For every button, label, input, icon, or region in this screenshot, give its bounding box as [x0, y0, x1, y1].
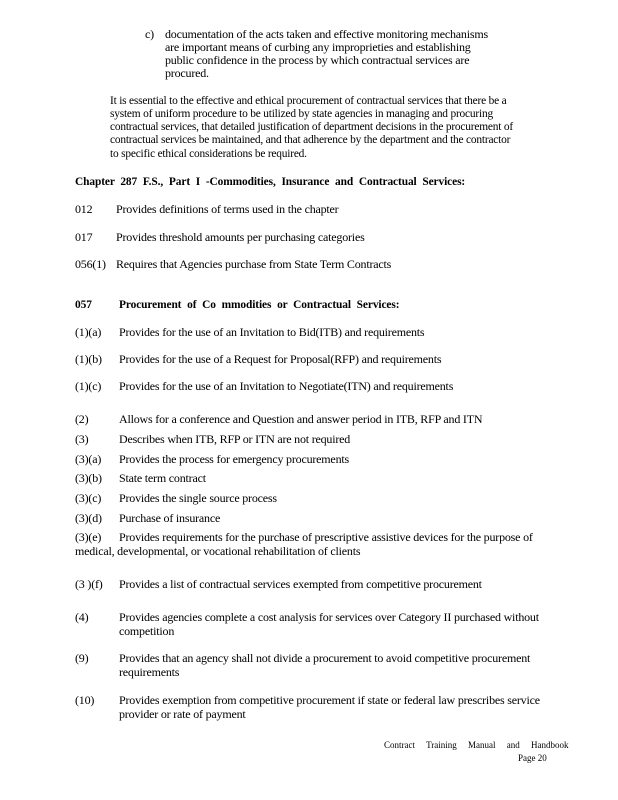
item-code: (9) — [75, 651, 89, 665]
paragraph-line-1: It is essential to the effective and ethical procurement of contractual services that there be a — [110, 95, 507, 107]
item-code: (3)(d) — [75, 511, 102, 525]
item-text: Provides the single source process — [119, 491, 277, 505]
paragraph-line-3: contractual services, that detailed justification of department decisions in the procurement of — [110, 121, 513, 133]
item-code: 012 — [75, 202, 93, 216]
list-marker: c) — [145, 27, 154, 41]
item-text: Provides that an agency shall not divide a procurement to avoid competitive procurement — [119, 651, 531, 665]
chapter-heading: Chapter 287 F.S., Part I -Commodities, Insurance and Contractual Services: — [75, 176, 466, 188]
item-text: Provides for the use of an Invitation to Bid(ITB) and requirements — [119, 325, 425, 339]
item-text: Provides a list of contractual services exempted from competitive procurement — [119, 577, 482, 591]
item-code: 017 — [75, 230, 93, 244]
paragraph-line-4: contractual services be maintained, and that adherence by the department and the contractor — [110, 134, 511, 146]
item-code: (10) — [75, 693, 95, 707]
item-text: Describes when ITB, RFP or ITN are not required — [119, 432, 351, 446]
item-code: (3)(a) — [75, 452, 102, 466]
item-text: Allows for a conference and Question and answer period in ITB, RFP and ITN — [119, 412, 483, 426]
item-code: (1)(a) — [75, 325, 102, 339]
item-text: Provides threshold amounts per purchasing categories — [116, 230, 365, 244]
item-code: (4) — [75, 610, 89, 624]
item-text: Purchase of insurance — [119, 511, 221, 525]
item-text: Provides agencies complete a cost analysis for services over Category II purchased without — [119, 610, 539, 624]
item-code: (3 )(f) — [75, 577, 103, 591]
item-text: Provides definitions of terms used in the chapter — [116, 202, 339, 216]
item-text-continued: requirements — [119, 665, 180, 679]
item-text-continued: competition — [119, 624, 175, 638]
item-text: Provides for the use of a Request for Proposal(RFP) and requirements — [119, 352, 442, 366]
item-code: (2) — [75, 412, 89, 426]
item-text: Provides exemption from competitive procurement if state or federal law prescribes service — [119, 693, 540, 707]
paragraph-line-5: to specific ethical considerations be required. — [110, 148, 307, 160]
page-number: Page 20 — [518, 753, 547, 763]
intro-line-1: documentation of the acts taken and effective monitoring mechanisms — [165, 27, 488, 41]
item-code: (3) — [75, 432, 89, 446]
footer-title: Contract Training Manual and Handbook — [384, 740, 569, 750]
intro-line-4: procured. — [165, 66, 209, 80]
item-text: Provides requirements for the purchase of prescriptive assistive devices for the purpose of — [119, 530, 533, 544]
item-code: (3)(b) — [75, 471, 102, 485]
item-text: State term contract — [119, 471, 206, 485]
paragraph-line-2: system of uniform procedure to be utilized by state agencies in managing and procuring — [110, 108, 493, 120]
item-text-continued: medical, developmental, or vocational rehabilitation of clients — [75, 544, 361, 558]
intro-line-3: public confidence in the process by which contractual services are — [165, 53, 470, 67]
section-code: 057 — [75, 299, 92, 311]
section-heading: Procurement of Co mmodities or Contractual Services: — [119, 299, 400, 311]
item-text: Requires that Agencies purchase from State Term Contracts — [116, 257, 392, 271]
item-code: (1)(c) — [75, 379, 102, 393]
item-code: (3)(c) — [75, 491, 102, 505]
item-code: (1)(b) — [75, 352, 102, 366]
item-code: 056(1) — [75, 257, 106, 271]
item-text: Provides for the use of an Invitation to Negotiate(ITN) and requirements — [119, 379, 454, 393]
item-code: (3)(e) — [75, 530, 102, 544]
item-text-continued: provider or rate of payment — [119, 707, 246, 721]
intro-line-2: are important means of curbing any improprieties and establishing — [165, 40, 471, 54]
item-text: Provides the process for emergency procurements — [119, 452, 349, 466]
